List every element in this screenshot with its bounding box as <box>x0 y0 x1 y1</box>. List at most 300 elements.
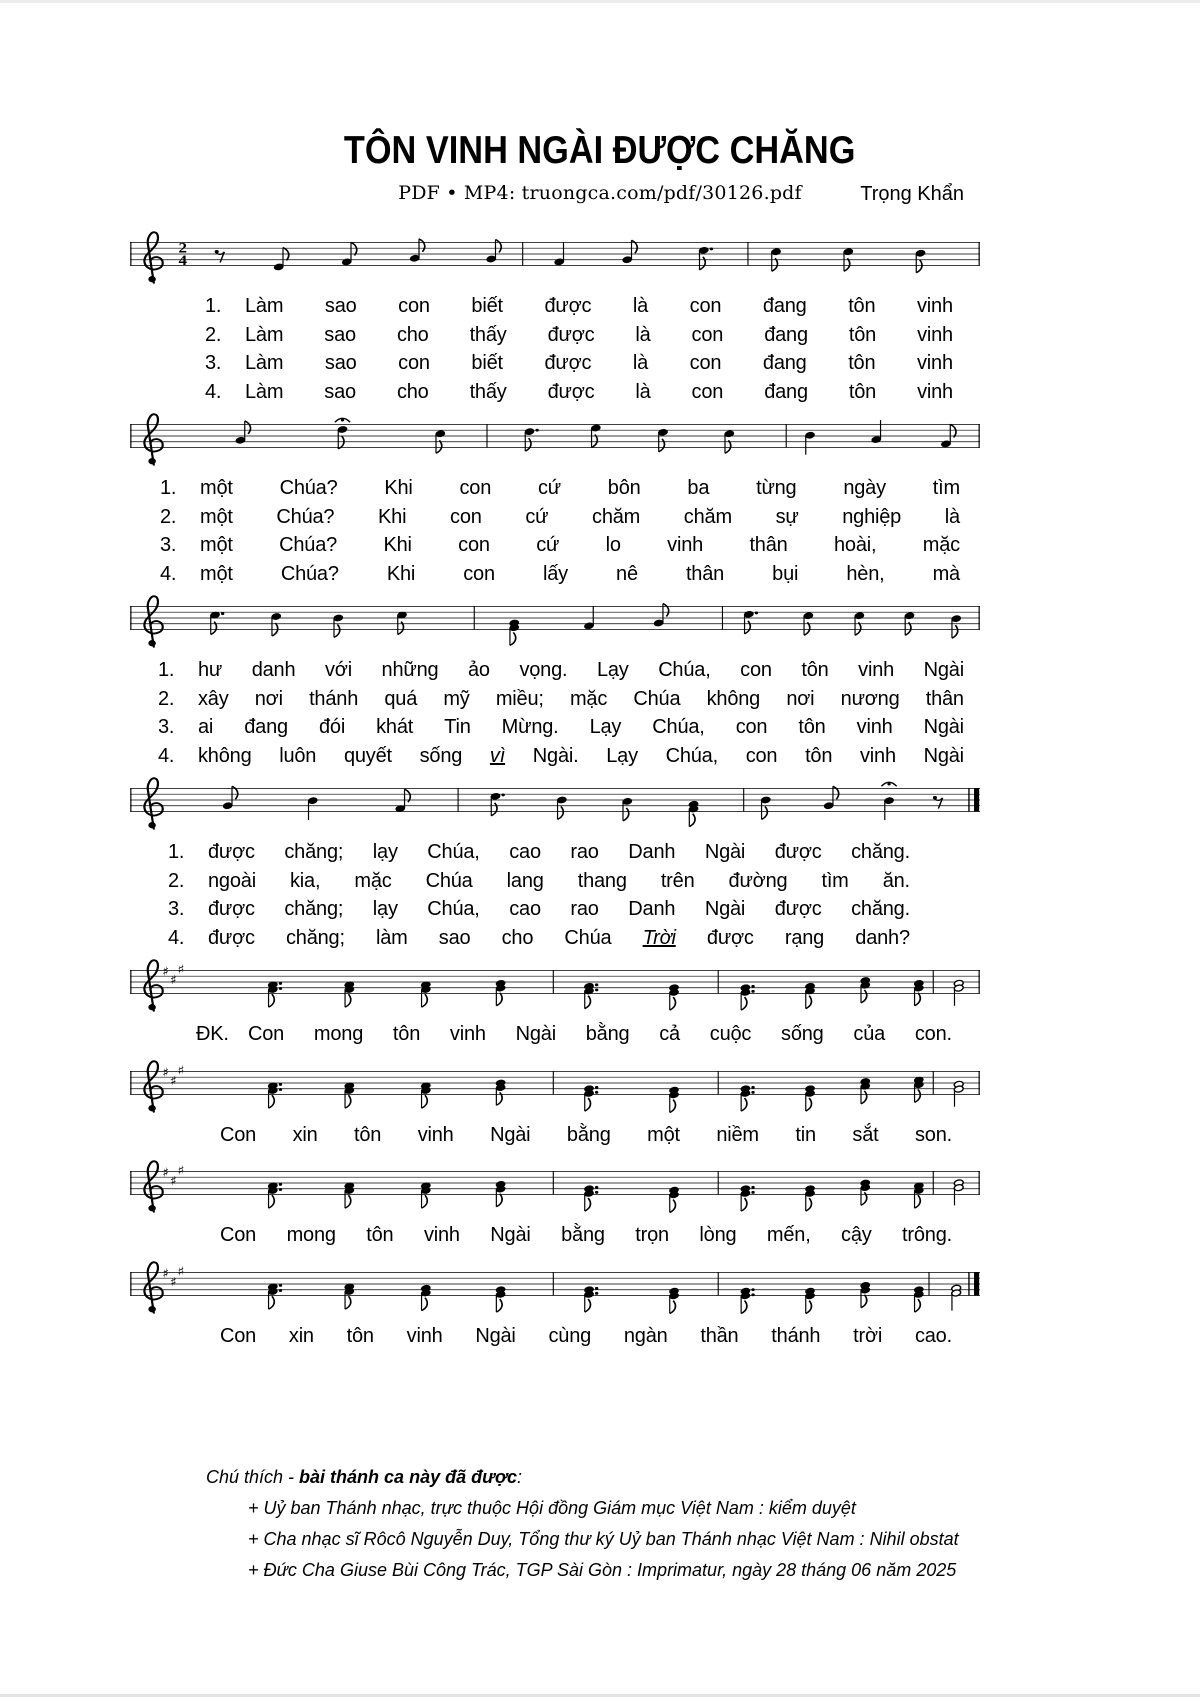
note-icon <box>860 977 871 1003</box>
lyric-word: cứ <box>525 505 549 528</box>
lyric-word: Làm <box>245 380 284 403</box>
sharp-icon: ♯ <box>169 1175 177 1189</box>
lyric-word: tôn <box>848 352 876 374</box>
lyric-word: được <box>544 352 592 374</box>
note-icon <box>871 420 882 443</box>
note-icon <box>805 1185 816 1211</box>
lyric-word: Chúa, <box>652 716 705 738</box>
verse-number: 2. <box>158 687 175 710</box>
lyric-word: làm <box>376 926 408 949</box>
lyric-words <box>245 321 953 350</box>
note-icon <box>271 613 282 636</box>
lyric-word: được <box>208 841 255 863</box>
note-icon <box>509 619 520 645</box>
lyric-word: Làm <box>245 295 284 317</box>
lyric-word: danh <box>251 659 296 681</box>
lyric-word: bụi <box>772 562 799 585</box>
note-icon <box>307 797 318 820</box>
lyric-word: vinh <box>449 1023 486 1045</box>
staff-wrap <box>130 1157 980 1219</box>
footnote-colon: : <box>517 1467 523 1487</box>
lyric-word: Làm <box>245 352 284 374</box>
footnote-lead: Chú thích - <box>206 1467 300 1487</box>
lyric-word: lạy <box>372 898 398 920</box>
note-icon <box>951 1284 962 1310</box>
lyric-words <box>208 838 910 867</box>
staff-notation <box>130 410 980 472</box>
lyric-word: là <box>635 323 651 346</box>
lyric-word: vinh <box>916 295 953 317</box>
lyric-word: Con <box>248 1023 285 1045</box>
lyric-words <box>200 474 960 503</box>
lyric-word: là <box>632 352 649 374</box>
verse-line <box>205 349 953 378</box>
lyric-word: thánh <box>309 687 359 710</box>
lyric-words <box>208 924 910 953</box>
lyric-word: trọn <box>635 1224 669 1246</box>
music-system-5 <box>0 956 1200 1049</box>
staff-notation <box>130 1157 980 1219</box>
note-icon <box>669 1186 680 1212</box>
music-systems <box>0 228 1200 1350</box>
note-icon <box>222 786 237 809</box>
lyric-word: con <box>691 323 724 346</box>
verse-number: 1. <box>168 841 185 863</box>
staff-wrap <box>130 956 980 1018</box>
lyric-word: vinh <box>406 1324 443 1347</box>
verse-line <box>158 685 964 714</box>
lyric-word: con <box>689 352 722 374</box>
staff-notation <box>130 1258 980 1320</box>
lyric-word: Chúa <box>425 869 473 892</box>
lyric-word: Danh <box>628 898 676 920</box>
note-icon <box>397 611 408 634</box>
lyric-words <box>198 742 964 771</box>
sharp-icon: ♯ <box>162 1166 170 1181</box>
lyric-word: Chúa? <box>279 534 338 556</box>
lyric-word: là <box>944 505 960 528</box>
footnote-items <box>206 1493 1200 1586</box>
lyric-word: cao. <box>914 1324 952 1347</box>
chorus-line <box>220 1221 952 1250</box>
sharp-icon: ♯ <box>162 1266 170 1281</box>
lyric-word: được <box>547 380 595 403</box>
lyric-word: bằng <box>566 1123 611 1146</box>
staff-wrap <box>130 774 980 836</box>
lyric-word: rao <box>570 898 599 920</box>
music-system-8 <box>0 1258 1200 1351</box>
lyric-words <box>198 685 964 714</box>
staff-notation <box>130 1057 980 1119</box>
lyric-word: mong <box>313 1023 364 1045</box>
lyric-word: Mừng. <box>501 716 559 738</box>
lyric-words <box>220 1121 952 1150</box>
verse-line <box>205 292 953 321</box>
note-icon <box>335 418 350 449</box>
lyric-word: con <box>745 744 778 767</box>
lyric-word: luôn <box>279 744 317 767</box>
note-icon <box>495 979 506 1005</box>
lyric-word: cho <box>396 323 429 346</box>
verse-line <box>168 838 910 867</box>
lyric-word: con <box>463 562 495 585</box>
lyric-word: tin <box>795 1123 816 1146</box>
lyric-word: một <box>200 534 233 556</box>
lyric-word: ngày <box>843 477 886 499</box>
music-system-3 <box>0 592 1200 770</box>
treble-clef-icon <box>144 1262 162 1313</box>
verse-number: 3. <box>168 898 185 920</box>
lyric-word: ngàn <box>623 1324 668 1347</box>
verse-line <box>205 378 953 407</box>
lyrics-block <box>0 656 1200 770</box>
treble-clef-icon <box>144 778 162 829</box>
note-icon <box>622 797 633 820</box>
lyric-words <box>208 895 910 924</box>
lyric-word: Chúa? <box>280 562 339 585</box>
lyric-word: xin <box>292 1123 318 1146</box>
lyric-word: nê <box>616 562 638 585</box>
lyric-word: thấy <box>469 323 507 346</box>
lyric-word: vọng. <box>519 659 568 681</box>
lyric-word: ba <box>687 477 710 499</box>
lyric-word: tôn <box>848 380 877 403</box>
verse-line <box>205 321 953 350</box>
verse-number: 2. <box>160 505 177 528</box>
lyric-word: Ngài <box>515 1023 556 1045</box>
verse-number: 1. <box>160 477 177 499</box>
lyric-word: tôn <box>366 1224 394 1246</box>
time-signature-top: 2 <box>178 240 187 257</box>
lyric-word: vinh <box>859 744 896 767</box>
lyric-word: vinh <box>856 716 893 738</box>
lyric-word: chăm <box>683 505 732 528</box>
lyric-word: tôn <box>346 1324 374 1347</box>
lyrics-block <box>0 292 1200 406</box>
lyric-word: biết <box>471 295 503 317</box>
note-icon <box>658 428 669 451</box>
lyric-word: lấy <box>542 562 568 585</box>
treble-clef-icon <box>144 414 162 465</box>
lyric-word: một <box>647 1123 680 1146</box>
note-icon <box>420 981 431 1007</box>
lyric-word: tôn <box>798 716 826 738</box>
footnote-item: + Cha nhạc sĩ Rôcô Nguyễn Duy, Tổng thư ký Uỷ ban Thánh nhạc Việt Nam : Nihil obstat <box>248 1529 959 1549</box>
lyric-word: danh? <box>855 926 910 949</box>
lyric-words <box>198 713 964 742</box>
note-icon <box>953 1080 964 1106</box>
lyric-word: đang <box>762 352 807 374</box>
note-icon <box>490 792 505 815</box>
lyric-word: chăng. <box>851 898 910 920</box>
lyric-words <box>200 560 960 589</box>
lyric-word: Ngài <box>923 716 964 738</box>
note-icon <box>805 982 816 1008</box>
lyric-words <box>245 378 953 407</box>
lyric-word: Chúa, <box>658 659 711 681</box>
lyric-word: lo <box>605 534 621 556</box>
note-icon <box>669 984 680 1010</box>
note-icon <box>420 1284 431 1310</box>
lyric-word: con <box>735 716 768 738</box>
lyric-word: Tin <box>444 716 471 738</box>
lyric-word: nơi <box>786 687 815 710</box>
lyric-word: Khi <box>378 505 407 528</box>
verse-line <box>168 924 910 953</box>
lyric-word: sao <box>324 352 357 374</box>
lyric-word: vinh <box>423 1224 460 1246</box>
note-icon <box>344 1182 355 1208</box>
lyric-word: con <box>398 295 430 317</box>
lyric-word: con <box>458 534 490 556</box>
lyric-word: Con <box>220 1224 257 1246</box>
lyric-word: Con <box>220 1123 257 1146</box>
lyric-word: sao <box>324 323 356 346</box>
lyric-word: Danh <box>628 841 676 863</box>
note-icon <box>860 1179 871 1205</box>
lyric-word: mặc <box>569 687 608 710</box>
music-system-1 <box>0 228 1200 406</box>
lyric-word: được <box>544 295 592 317</box>
lyric-word: thần <box>700 1324 739 1347</box>
lyric-word: mong <box>286 1224 336 1246</box>
note-icon <box>584 982 599 1008</box>
treble-clef-icon <box>144 232 162 283</box>
lyric-word: cho <box>396 380 429 403</box>
fermata-icon <box>881 782 896 786</box>
lyric-word: bôn <box>607 477 641 499</box>
lyric-word: cuộc <box>709 1023 752 1045</box>
staff-wrap <box>130 410 980 472</box>
chorus-line <box>220 1322 952 1351</box>
lyric-word: với <box>324 659 352 681</box>
staff-wrap <box>130 592 980 654</box>
lyric-word: trên <box>660 869 695 892</box>
verse-line <box>158 742 964 771</box>
lyric-word: sao <box>324 295 357 317</box>
lyric-word: thấy <box>469 380 507 403</box>
lyric-word: Khi <box>383 534 412 556</box>
note-icon <box>395 789 410 812</box>
page-title <box>0 129 1200 173</box>
lyric-word: tìm <box>932 477 960 499</box>
verse-number: ĐK. <box>196 1023 229 1045</box>
lyric-word: Lạy <box>596 659 629 681</box>
treble-clef-icon <box>144 1161 162 1212</box>
note-icon <box>669 1086 680 1112</box>
fermata-icon <box>335 418 350 422</box>
lyric-word: nơi <box>254 687 283 710</box>
lyric-word: ai <box>198 716 214 738</box>
note-icon <box>951 615 962 638</box>
lyric-word: con <box>691 380 724 403</box>
lyric-word: Lạy <box>589 716 622 738</box>
lyric-word: miều; <box>495 687 544 710</box>
lyric-word: chăng; <box>285 926 345 949</box>
lyric-words <box>220 1221 952 1250</box>
note-icon <box>273 247 288 270</box>
treble-clef-icon <box>144 1061 162 1112</box>
note-icon <box>913 1076 924 1102</box>
lyric-word: sao <box>438 926 471 949</box>
sharp-icon: ♯ <box>169 974 177 988</box>
lyric-word: đói <box>318 716 346 738</box>
lyric-words <box>245 349 953 378</box>
verse-number: 3. <box>160 534 177 556</box>
verse-line <box>168 895 910 924</box>
lyric-word: từng <box>756 477 797 499</box>
lyric-word: lòng <box>699 1224 737 1246</box>
verse-number: 2. <box>205 323 222 346</box>
lyric-word: con <box>459 477 492 499</box>
rest-icon <box>215 250 225 263</box>
footnote-item: + Uỷ ban Thánh nhạc, trực thuộc Hội đồng Giám mục Việt Nam : kiểm duyệt <box>248 1498 856 1518</box>
lyric-word: thánh <box>771 1324 821 1347</box>
lyric-word: niềm <box>716 1123 759 1146</box>
music-system-6 <box>0 1057 1200 1150</box>
lyric-word: chăng; <box>284 898 344 920</box>
lyric-word: cả <box>659 1023 680 1045</box>
note-icon <box>267 1282 282 1308</box>
verse-number: 1. <box>158 659 175 681</box>
lyric-word: Chúa <box>633 687 681 710</box>
footnote-lead-bold: bài thánh ca này đã được <box>299 1467 518 1487</box>
lyric-word: tôn <box>392 1023 421 1045</box>
lyric-word: Chúa, <box>665 744 718 767</box>
note-icon <box>805 1287 816 1313</box>
note-icon <box>913 1285 924 1311</box>
music-system-7 <box>0 1157 1200 1250</box>
lyric-word: quá <box>384 687 418 710</box>
lyric-word: ảo <box>468 659 490 681</box>
lyric-word: chăng; <box>284 841 344 863</box>
note-icon <box>267 1182 282 1208</box>
lyric-word: mặc <box>922 534 960 556</box>
verse-line <box>158 656 964 685</box>
lyric-word: được <box>208 898 255 920</box>
lyric-word: Khi <box>384 477 413 499</box>
lyrics-block <box>0 1221 1200 1250</box>
lyric-word: của <box>853 1023 886 1045</box>
lyric-word: đang <box>764 380 808 403</box>
note-icon <box>333 614 344 637</box>
note-icon <box>913 1182 924 1208</box>
lyric-word: được <box>547 323 595 346</box>
lyric-word: Chúa? <box>279 477 338 499</box>
note-icon <box>953 979 964 1005</box>
lyric-word: thân <box>925 687 964 710</box>
note-icon <box>267 1081 282 1107</box>
note-icon <box>915 249 926 272</box>
lyric-word: mến, <box>766 1224 811 1246</box>
pdf-link-text: PDF • MP4: truongca.com/pdf/30126.pdf <box>398 182 802 204</box>
lyric-word: kia, <box>289 869 321 892</box>
sharp-icon: ♯ <box>177 1264 185 1279</box>
verse-line <box>160 531 960 560</box>
lyric-word: được <box>706 926 754 949</box>
lyric-word: đang <box>244 716 288 738</box>
note-icon <box>698 246 713 269</box>
lyric-word: sống <box>419 744 463 767</box>
lyric-word: một <box>200 477 233 499</box>
lyric-word: cho <box>501 926 534 949</box>
lyrics-block <box>0 1322 1200 1351</box>
verse-line <box>160 474 960 503</box>
staff-notation <box>130 774 980 836</box>
verse-number: 4. <box>160 562 177 585</box>
lyric-word: Chúa, <box>427 841 480 863</box>
note-icon <box>823 786 838 809</box>
lyric-word: Ngài <box>490 1123 531 1146</box>
note-icon <box>805 1084 816 1110</box>
note-icon <box>420 1081 431 1107</box>
lyric-word: ăn. <box>882 869 910 892</box>
lyric-word: hèn, <box>846 562 885 585</box>
lyrics-block <box>0 474 1200 588</box>
score-header <box>0 3 1200 212</box>
lyric-word: vinh <box>917 323 953 346</box>
verse-number: 4. <box>168 926 185 949</box>
note-icon <box>805 431 816 454</box>
verse-line <box>160 560 960 589</box>
staff-notation <box>130 228 980 290</box>
lyric-word: thân <box>685 562 725 585</box>
lyric-word: rao <box>570 841 599 863</box>
lyric-word: bằng <box>561 1224 605 1246</box>
score-subheader <box>0 182 1200 212</box>
lyric-word: tôn <box>354 1123 382 1146</box>
lyric-word: sao <box>324 380 356 403</box>
note-icon <box>344 1081 355 1107</box>
verse-number: 4. <box>205 380 222 403</box>
lyric-word: Trời <box>642 926 676 949</box>
lyric-words <box>198 656 964 685</box>
lyric-word: hoài, <box>833 534 877 556</box>
lyric-word: con <box>689 295 722 317</box>
verse-line <box>160 503 960 532</box>
note-icon <box>860 1281 871 1307</box>
chorus-line <box>220 1121 952 1150</box>
note-icon <box>740 1287 755 1313</box>
lyric-word: quyết <box>343 744 392 767</box>
note-icon <box>267 981 282 1007</box>
treble-clef-icon <box>144 960 162 1011</box>
lyric-word: khát <box>376 716 414 738</box>
lyric-word: nghiệp <box>842 505 902 528</box>
verse-number: 3. <box>205 352 222 374</box>
page-title-text: TÔN VINH NGÀI ĐƯỢC CHĂNG <box>344 129 856 172</box>
lyric-word: tìm <box>821 869 849 892</box>
verse-number: 2. <box>168 869 185 892</box>
lyric-words <box>220 1322 952 1351</box>
lyric-word: cậy <box>841 1224 872 1246</box>
lyric-word: là <box>635 380 651 403</box>
staff-notation <box>130 592 980 654</box>
note-icon <box>495 1079 506 1105</box>
sharp-icon: ♯ <box>162 965 170 980</box>
lyric-word: ngoài <box>208 869 256 892</box>
lyric-word: đường <box>728 869 788 892</box>
lyric-word: xây <box>198 687 229 710</box>
note-icon <box>913 979 924 1005</box>
lyric-word: đang <box>764 323 808 346</box>
lyric-word: là <box>632 295 649 317</box>
note-icon <box>669 1287 680 1313</box>
footnote-item: + Đức Cha Giuse Bùi Công Trác, TGP Sài Gòn : Imprimatur, ngày 28 tháng 06 năm 2025 <box>248 1560 957 1580</box>
lyric-word: cứ <box>537 477 561 499</box>
note-icon <box>743 610 758 633</box>
lyric-word: Chúa, <box>427 898 480 920</box>
